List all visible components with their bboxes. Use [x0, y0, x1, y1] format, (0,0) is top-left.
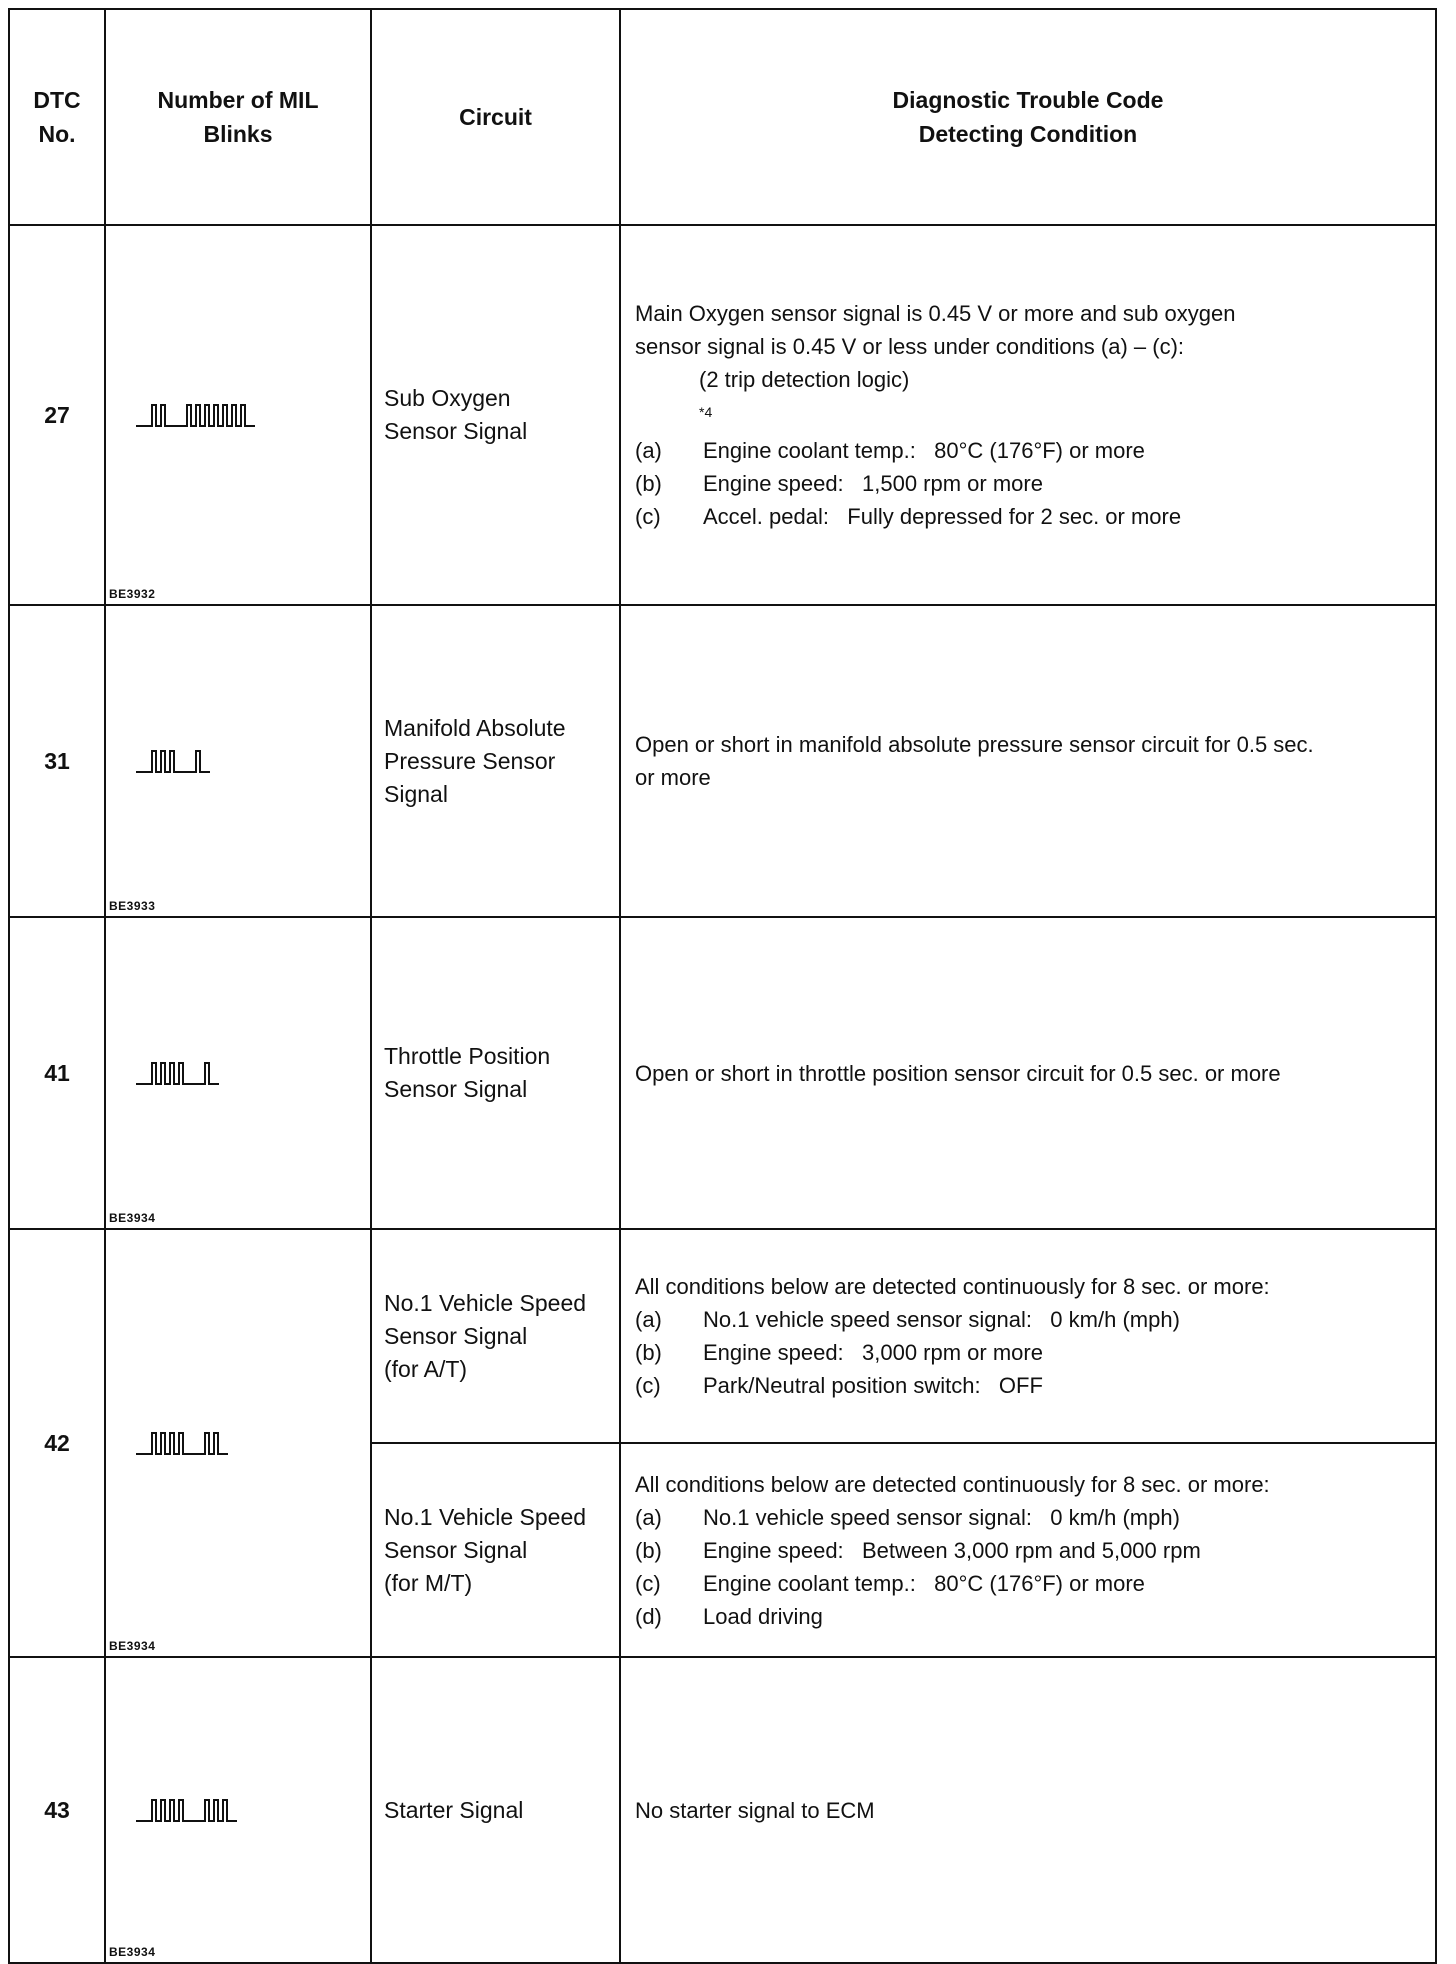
blink-waveform	[136, 1433, 228, 1454]
blink-cell	[105, 1229, 371, 1657]
blink-waveform	[136, 751, 210, 772]
condition-item-text: Engine speed: 1,500 rpm or more	[703, 471, 1043, 497]
header-condition-line-1: Diagnostic Trouble Code	[892, 87, 1164, 113]
condition-text: or more	[635, 765, 711, 790]
circuit-cell	[371, 605, 620, 917]
header-circuit-label: Circuit	[459, 104, 532, 130]
circuit-line: Pressure Sensor	[384, 747, 556, 774]
circuit-cell	[371, 917, 620, 1229]
condition-item-label: (a)	[635, 438, 662, 464]
condition-item-text: Engine speed: Between 3,000 rpm and 5,000 rpm	[703, 1537, 1201, 1563]
circuit-line: Throttle Position	[384, 1043, 551, 1069]
condition-item	[635, 1534, 1429, 1567]
header-row	[9, 9, 1436, 225]
condition-item-label: (c)	[635, 504, 661, 530]
condition-item	[635, 434, 1429, 467]
dtc-number-cell: 41	[9, 917, 105, 1229]
table-row	[9, 917, 1436, 1229]
condition-cell	[620, 605, 1436, 917]
header-condition	[620, 9, 1436, 225]
condition-item-text: No.1 vehicle speed sensor signal: 0 km/h (mph)	[703, 1504, 1180, 1530]
circuit-line: (for M/T)	[384, 1569, 473, 1596]
condition-item	[635, 1567, 1429, 1600]
blink-waveform	[136, 1063, 219, 1084]
condition-text: All conditions below are detected continuously for 8 sec. or more:	[635, 1471, 1270, 1497]
circuit-line: Sensor Signal	[384, 418, 528, 444]
condition-item-text: Park/Neutral position switch: OFF	[703, 1373, 1043, 1398]
header-dtc-no-line-1: DTC	[33, 87, 81, 113]
circuit-line: No.1 Vehicle Speed	[384, 1503, 587, 1530]
header-blinks	[105, 9, 371, 225]
blink-waveform	[136, 405, 255, 426]
condition-cell	[620, 917, 1436, 1229]
condition-text: All conditions below are detected continuously for 8 sec. or more:	[635, 1274, 1270, 1299]
condition-item	[635, 500, 1429, 533]
header-circuit	[371, 9, 620, 225]
mil-blink-pattern-icon	[136, 749, 220, 775]
condition-item-text: Accel. pedal: Fully depressed for 2 sec. or more	[703, 504, 1182, 530]
condition-item-label: (d)	[635, 1603, 662, 1629]
dtc-number-cell: 42	[9, 1229, 105, 1657]
circuit-line: Sub Oxygen	[384, 385, 511, 411]
condition-item-label: (a)	[635, 1504, 662, 1530]
condition-item	[635, 1369, 1429, 1402]
table-row	[9, 1229, 1436, 1443]
mil-blink-pattern-icon	[136, 1798, 247, 1824]
figure-code: BE3934	[109, 1639, 156, 1653]
mil-blink-pattern-icon	[136, 403, 265, 429]
condition-item-label: (a)	[635, 1307, 662, 1332]
header-dtc-no	[9, 9, 105, 225]
condition-item-text: Engine speed: 3,000 rpm or more	[703, 1340, 1043, 1365]
table-row	[9, 225, 1436, 605]
condition-text: Open or short in throttle position sensor circuit for 0.5 sec. or more	[635, 1060, 1281, 1086]
blink-cell	[105, 605, 371, 917]
circuit-cell	[371, 1443, 620, 1657]
condition-cell	[620, 1657, 1436, 1963]
condition-text: Main Oxygen sensor signal is 0.45 V or more and sub oxygen	[635, 300, 1236, 326]
figure-code: BE3934	[109, 1211, 156, 1225]
circuit-line: Sensor Signal	[384, 1536, 528, 1563]
condition-item	[635, 1501, 1429, 1534]
condition-item	[635, 467, 1429, 500]
circuit-line: Starter Signal	[384, 1796, 524, 1823]
condition-cell	[620, 225, 1436, 605]
circuit-line: Signal	[384, 780, 448, 807]
condition-item-label: (c)	[635, 1570, 661, 1596]
circuit-cell	[371, 1229, 620, 1443]
dtc-table	[8, 8, 1437, 1964]
condition-item	[635, 1600, 1429, 1633]
condition-item-label: (b)	[635, 1537, 662, 1563]
condition-item-text: Engine coolant temp.: 80°C (176°F) or more	[703, 438, 1145, 464]
condition-item-label: (b)	[635, 1340, 662, 1365]
header-blinks-line-2: Blinks	[203, 121, 273, 147]
condition-item	[635, 1336, 1429, 1369]
header-blinks-line-1: Number of MIL	[157, 87, 319, 113]
condition-cell	[620, 1443, 1436, 1657]
header-dtc-no-line-2: No.	[38, 121, 76, 147]
circuit-cell	[371, 225, 620, 605]
condition-item	[635, 1303, 1429, 1336]
condition-item-text: Load driving	[703, 1603, 823, 1629]
blink-cell	[105, 225, 371, 605]
blink-cell	[105, 917, 371, 1229]
header-condition-line-2: Detecting Condition	[918, 121, 1138, 147]
condition-cell	[620, 1229, 1436, 1443]
figure-code: BE3933	[109, 899, 156, 913]
condition-item-label: (c)	[635, 1373, 661, 1398]
circuit-line: No.1 Vehicle Speed	[384, 1289, 587, 1316]
condition-note-text: (2 trip detection logic)	[699, 366, 910, 392]
condition-text: No starter signal to ECM	[635, 1797, 875, 1823]
dtc-number-cell: 27	[9, 225, 105, 605]
circuit-line: Sensor Signal	[384, 1076, 528, 1102]
circuit-line: (for A/T)	[384, 1355, 468, 1382]
condition-note-superscript: *4	[699, 403, 713, 420]
condition-note	[635, 363, 1429, 434]
circuit-line: Sensor Signal	[384, 1322, 528, 1349]
table-row	[9, 1657, 1436, 1963]
blink-waveform	[136, 1800, 237, 1821]
mil-blink-pattern-icon	[136, 1431, 238, 1457]
condition-text: sensor signal is 0.45 V or less under conditions (a) – (c):	[635, 333, 1185, 359]
condition-item-text: No.1 vehicle speed sensor signal: 0 km/h (mph)	[703, 1307, 1180, 1332]
dtc-number-cell: 31	[9, 605, 105, 917]
condition-item-text: Engine coolant temp.: 80°C (176°F) or more	[703, 1570, 1145, 1596]
dtc-number-cell: 43	[9, 1657, 105, 1963]
condition-text: Open or short in manifold absolute pressure sensor circuit for 0.5 sec.	[635, 732, 1314, 757]
mil-blink-pattern-icon	[136, 1061, 229, 1087]
blink-cell	[105, 1657, 371, 1963]
figure-code: BE3934	[109, 1945, 156, 1959]
circuit-line: Manifold Absolute	[384, 714, 566, 741]
table-row	[9, 605, 1436, 917]
circuit-cell	[371, 1657, 620, 1963]
condition-item-label: (b)	[635, 471, 662, 497]
figure-code: BE3932	[109, 587, 156, 601]
